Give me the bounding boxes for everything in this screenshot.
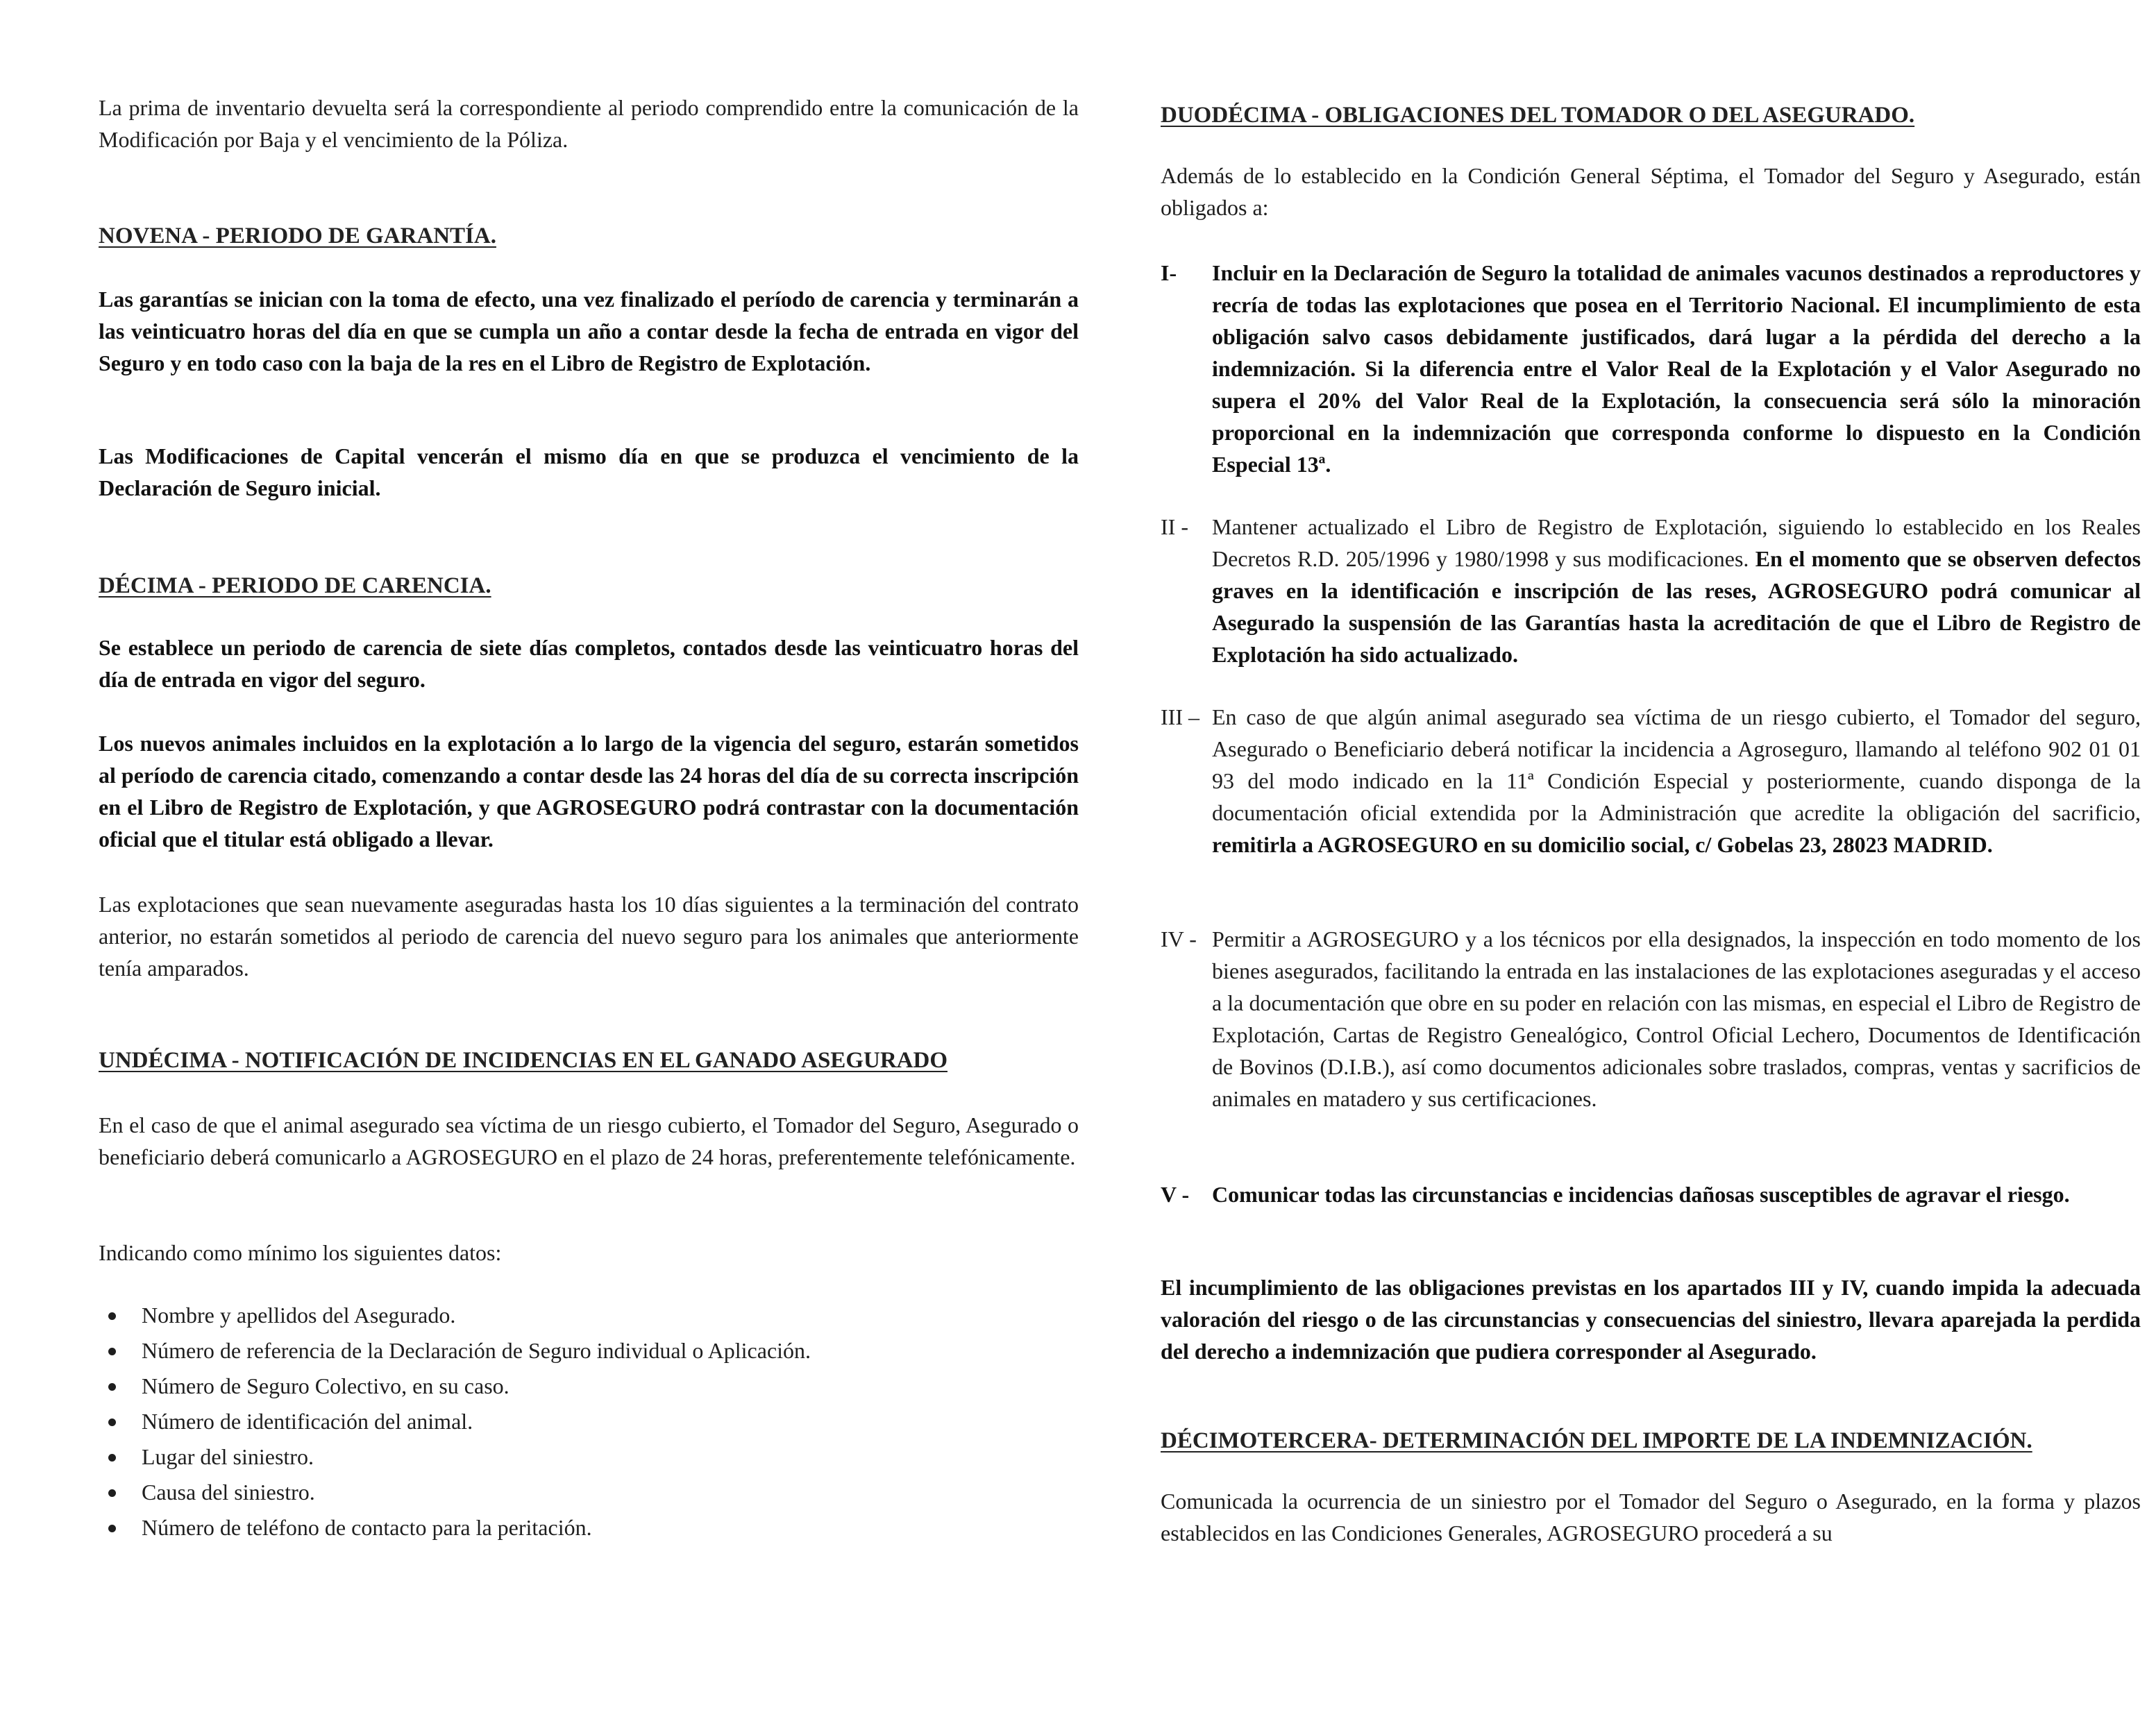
bullet-icon (108, 1525, 116, 1532)
list-item: Lugar del siniestro. (99, 1439, 1079, 1475)
item-text: Incluir en la Declaración de Seguro la totalidad de animales vacunos destinados a reproductores y recría de todas las explotaciones que posea en el Territorio Nacional. El incumplimiento de esta obligación salvo casos debidamente justificados, dará lugar a la pérdida del derecho a la indemnización. Si la diferencia entre el Valor Real de la Explotación y el Valor Asegurado no supera el 20% del Valor Real de la Explotación, la consecuencia será sólo la minoración proporcional en la indemnización que corresponda conforme lo dispuesto en la Condición Especial 13ª. (1212, 260, 2141, 477)
list-item: Número de Seguro Colectivo, en su caso. (99, 1369, 1079, 1404)
obligation-item-iv (1161, 923, 2141, 1115)
decimotercera-paragraph-1: Comunicada la ocurrencia de un siniestro por el Tomador del Seguro o Asegurado, en la forma y plazos establecidos en las Condiciones Generales, AGROSEGURO procederá a su (1161, 1489, 2141, 1546)
item-text: En caso de que algún animal asegurado sea víctima de un riesgo cubierto, el Tomador del seguro, Asegurado o Beneficiario deberá notificar la incidencia a Agroseguro, llamando al teléfono 902 01 01 93 del modo indicado en la 11ª Condición Especial y posteriormente, cuando disponga de la documentación oficial extendida por la Administración que acredite la obligación del sacrificio, remitirla a AGROSEGURO en su domicilio social, c/ Gobelas 23, 28023 MADRID. (1212, 704, 2141, 857)
section-title-decima: DÉCIMA - PERIODO DE CARENCIA. (99, 573, 491, 598)
bullet-icon (108, 1454, 116, 1462)
section-title-decimotercera: DÉCIMOTERCERA- DETERMINACIÓN DEL IMPORTE DE LA INDEMNIZACIÓN. (1161, 1428, 2032, 1453)
list-item: Nombre y apellidos del Asegurado. (99, 1298, 1079, 1333)
item-number: III – (1161, 704, 1199, 729)
bullet-icon (108, 1348, 116, 1355)
data-list (99, 1298, 1079, 1546)
bullet-icon (108, 1419, 116, 1426)
decima-paragraph-1: Se establece un periodo de carencia de siete días completos, contados desde las veinticuatro horas del día de entrada en vigor del seguro. (99, 635, 1079, 692)
bullet-icon (108, 1489, 116, 1497)
list-item: Número de referencia de la Declaración de Seguro individual o Aplicación. (99, 1333, 1079, 1369)
obligation-item-iii (1161, 701, 2141, 861)
item-text: Mantener actualizado el Libro de Registro de Explotación, siguiendo lo establecido en los Reales Decretos R.D. 205/1996 y 1980/1998 y sus modificaciones. En el momento que se observen defectos graves en la identificación e inscripción de las reses, AGROSEGURO podrá comunicar al Asegurado la suspensión de las Garantías hasta la acreditación de que el Libro de Registro de Explotación ha sido actualizado. (1212, 514, 2141, 667)
section-title-duodecima: DUODÉCIMA - OBLIGACIONES DEL TOMADOR O DEL ASEGURADO. (1161, 103, 1915, 128)
undecima-paragraph-1: En el caso de que el animal asegurado sea víctima de un riesgo cubierto, el Tomador del Seguro, Asegurado o beneficiario deberá comunicarlo a AGROSEGURO en el plazo de 24 horas, preferentemente telefónicamente. (99, 1112, 1079, 1169)
item-number: IV - (1161, 926, 1197, 951)
bullet-icon (108, 1312, 116, 1320)
obligation-item-v (1161, 1178, 2141, 1210)
item-text: Comunicar todas las circunstancias e incidencias dañosas susceptibles de agravar el riesgo. (1212, 1182, 2070, 1207)
item-number: II - (1161, 514, 1188, 539)
list-item: Número de teléfono de contacto para la peritación. (99, 1510, 1079, 1546)
item-number: V - (1161, 1182, 1190, 1207)
list-item: Número de identificación del animal. (99, 1404, 1079, 1439)
item-number: I- (1161, 260, 1177, 285)
obligation-item-ii (1161, 511, 2141, 670)
obligation-item-i (1161, 257, 2141, 480)
novena-paragraph-2: Las Modificaciones de Capital vencerán el mismo día en que se produzca el vencimiento de la Declaración de Seguro inicial. (99, 443, 1079, 500)
bullet-icon (108, 1383, 116, 1391)
intro-paragraph: La prima de inventario devuelta será la correspondiente al periodo comprendido entre la comunicación de la Modificación por Baja y el vencimiento de la Póliza. (99, 95, 1079, 152)
decima-paragraph-3: Las explotaciones que sean nuevamente aseguradas hasta los 10 días siguientes a la terminación del contrato anterior, no estarán sometidos al periodo de carencia del nuevo seguro para los animales que anteriormente tenía amparados. (99, 892, 1079, 981)
item-text: Permitir a AGROSEGURO y a los técnicos por ella designados, la inspección en todo momento de los bienes asegurados, facilitando la entrada en las instalaciones de las explotaciones aseguradas y el acceso a la documentación que obre en su poder en relación con las mismas, en especial el Libro de Registro de Explotación, Cartas de Registro Genealógico, Control Oficial Lechero, Documentos de Identificación de Bovinos (D.I.B.), así como documentos adicionales sobre traslados, compras, ventas y sacrificios de animales en matadero y sus certificaciones. (1212, 926, 2141, 1111)
list-item: Causa del siniestro. (99, 1475, 1079, 1510)
section-title-novena: NOVENA - PERIODO DE GARANTÍA. (99, 223, 496, 248)
duodecima-intro: Además de lo establecido en la Condición General Séptima, el Tomador del Seguro y Asegurado, están obligados a: (1161, 163, 2141, 220)
duodecima-closing: El incumplimiento de las obligaciones previstas en los apartados III y IV, cuando impida la adecuada valoración del riesgo o de las circunstancias y consecuencias del siniestro, llevara aparejada la perdida del derecho a indemnización que pudiera corresponder al Asegurado. (1161, 1275, 2141, 1364)
novena-paragraph-1: Las garantías se inician con la toma de efecto, una vez finalizado el período de carencia y terminarán a las veinticuatro horas del día en que se cumpla un año a contar desde la fecha de entrada en vigor del Seguro y en todo caso con la baja de la res en el Libro de Registro de Explotación. (99, 287, 1079, 375)
undecima-paragraph-2: Indicando como mínimo los siguientes datos: (99, 1240, 502, 1265)
decima-paragraph-2: Los nuevos animales incluidos en la explotación a lo largo de la vigencia del seguro, estarán sometidos al período de carencia citado, comenzando a contar desde las 24 horas del día de su correcta inscripción en el Libro de Registro de Explotación, y que AGROSEGURO podrá contrastar con la documentación oficial que el titular está obligado a llevar. (99, 731, 1079, 852)
section-title-undecima: UNDÉCIMA - NOTIFICACIÓN DE INCIDENCIAS EN EL GANADO ASEGURADO (99, 1048, 948, 1073)
